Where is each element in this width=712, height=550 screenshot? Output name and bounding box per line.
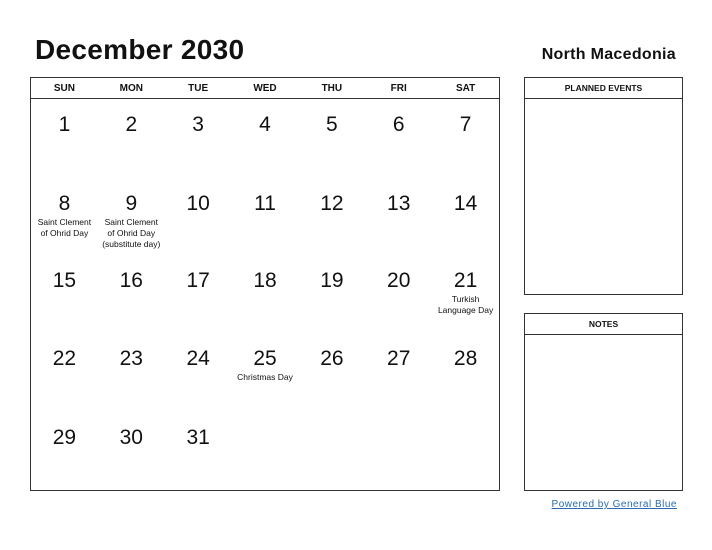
day-cell (432, 334, 499, 413)
day-number (432, 413, 499, 426)
day-number: 7 (459, 113, 472, 136)
day-cell (98, 179, 165, 256)
day-cell (365, 179, 432, 256)
weekday-thu: THU (321, 83, 343, 94)
day-number: 8 (58, 192, 71, 215)
day-number: 31 (186, 426, 210, 449)
week-row-4 (31, 334, 499, 413)
day-number: 5 (326, 113, 338, 136)
day-cell (31, 413, 98, 491)
notes-heading: NOTES (525, 314, 682, 335)
weekday-sat: SAT (455, 83, 476, 94)
day-cell (232, 413, 299, 491)
week-row-1 (31, 100, 499, 178)
day-number: 3 (192, 113, 204, 136)
day-cell (365, 100, 432, 178)
day-number: 10 (186, 192, 210, 215)
day-number: 23 (119, 347, 143, 370)
day-cell (365, 413, 432, 491)
day-cell (298, 256, 365, 334)
weekday-header-row (31, 78, 499, 99)
day-cell (98, 256, 165, 334)
planned-events-panel (524, 77, 683, 295)
day-number (232, 413, 299, 426)
country-name: North Macedonia (541, 46, 676, 63)
day-number: 29 (52, 426, 77, 449)
day-cell (298, 179, 365, 256)
day-cell (432, 100, 499, 178)
day-number: 22 (52, 347, 77, 370)
calendar-title: December 2030 (35, 34, 245, 65)
day-number: 21 (453, 269, 478, 292)
day-number: 6 (392, 113, 405, 136)
holiday-label: Christmas Day (237, 372, 293, 382)
calendar-grid (30, 77, 500, 491)
day-number (298, 413, 365, 426)
day-cell (165, 100, 232, 178)
day-number: 12 (320, 192, 344, 215)
day-cell (365, 334, 432, 413)
day-cell (298, 413, 365, 491)
day-number: 18 (253, 269, 277, 292)
day-cell (31, 100, 98, 178)
day-cell (31, 334, 98, 413)
day-number: 27 (387, 347, 411, 370)
day-cell (31, 179, 98, 256)
holiday-label: Saint Clement of Ohrid Day (37, 217, 92, 238)
day-cell (432, 256, 499, 334)
day-cell (365, 256, 432, 334)
planned-events-heading: PLANNED EVENTS (525, 78, 682, 99)
day-cell (232, 334, 299, 413)
day-cell (298, 334, 365, 413)
weekday-sun: SUN (53, 83, 75, 94)
day-cell (232, 100, 299, 178)
day-cell (432, 179, 499, 256)
notes-panel (524, 313, 683, 491)
day-number: 28 (453, 347, 478, 370)
day-number: 20 (387, 269, 411, 292)
day-cell (98, 334, 165, 413)
day-cell (98, 100, 165, 178)
day-number: 16 (119, 269, 143, 292)
powered-by-link[interactable]: Powered by General Blue (551, 499, 677, 510)
day-cell (165, 179, 232, 256)
day-cell (232, 179, 299, 256)
weekday-tue: TUE (188, 83, 209, 94)
day-number: 19 (320, 269, 344, 292)
day-number: 15 (52, 269, 77, 292)
weekday-fri: FRI (390, 83, 407, 94)
holiday-label: Saint Clement of Ohrid Day (substitute day) (102, 217, 161, 249)
day-number: 17 (186, 269, 210, 292)
day-number: 9 (125, 192, 138, 215)
day-cell (98, 413, 165, 491)
day-cell (298, 100, 365, 178)
day-number: 25 (253, 347, 277, 370)
week-row-5 (31, 413, 499, 491)
day-cell (432, 413, 499, 491)
day-number: 13 (387, 192, 411, 215)
day-number: 2 (125, 113, 138, 136)
day-number: 24 (186, 347, 210, 370)
day-number: 11 (254, 192, 276, 215)
day-cell (232, 256, 299, 334)
weekday-wed: WED (253, 83, 277, 94)
weekday-mon: MON (119, 83, 143, 94)
day-cell (165, 334, 232, 413)
day-cell (31, 256, 98, 334)
day-number: 14 (453, 192, 478, 215)
day-number: 26 (320, 347, 344, 370)
day-number: 4 (259, 113, 271, 136)
week-row-3 (31, 256, 499, 334)
day-cell (165, 256, 232, 334)
day-number: 1 (58, 113, 71, 136)
day-cell (165, 413, 232, 491)
day-number: 30 (119, 426, 143, 449)
week-row-2 (31, 179, 499, 256)
holiday-label: Turkish Language Day (437, 294, 494, 315)
day-number (365, 413, 432, 426)
